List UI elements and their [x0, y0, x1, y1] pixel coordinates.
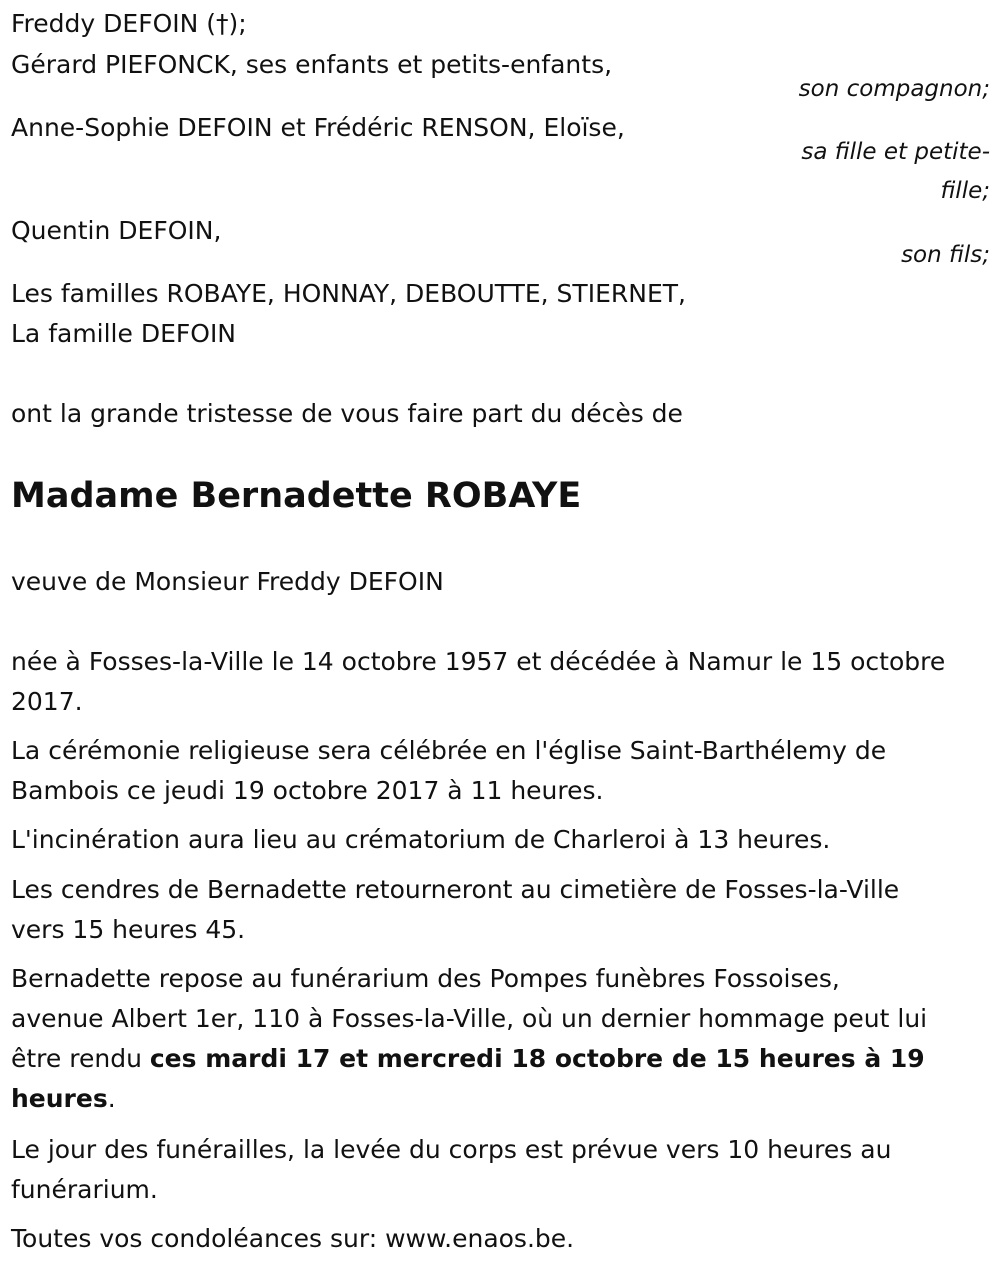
ashes-paragraph — [11, 870, 991, 950]
funeral-day-line2: funérarium. — [11, 1175, 158, 1204]
funerarium-line2: avenue Albert 1er, 110 à Fosses-la-Ville, où un dernier hommage peut lui — [11, 1004, 928, 1033]
visiting-hours-bold-end: heures — [11, 1084, 108, 1113]
funerarium-line3-prefix: être rendu — [11, 1044, 150, 1073]
visiting-hours-bold: ces mardi 17 et mercredi 18 octobre de 15 heures à 19 — [149, 1044, 925, 1073]
funeral-day-line1: Le jour des funérailles, la levée du corps est prévue vers 10 heures au — [11, 1135, 892, 1164]
funerarium-line4 — [11, 1079, 991, 1119]
announcement-text: ont la grande tristesse de vous faire part du décès de — [11, 399, 683, 428]
relation-son: son fils; — [901, 242, 990, 268]
family-line-families: Les familles ROBAYE, HONNAY, DEBOUTTE, STIERNET, — [11, 279, 686, 308]
condolences-text: Toutes vos condoléances sur: www.enaos.be. — [11, 1224, 575, 1253]
funerarium-line4-suffix: . — [107, 1084, 116, 1113]
family-line-quentin: Quentin DEFOIN, — [11, 216, 222, 245]
deceased-name: Madame Bernadette ROBAYE — [11, 476, 582, 516]
ceremony-line1: La cérémonie religieuse sera célébrée en l'église Saint-Barthélemy de — [11, 736, 887, 765]
birth-death-paragraph — [11, 642, 991, 722]
family-line-freddy: Freddy DEFOIN (†); — [11, 9, 247, 38]
family-line-gerard: Gérard PIEFONCK, ses enfants et petits-enfants, — [11, 50, 613, 79]
widow-of-text: veuve de Monsieur Freddy DEFOIN — [11, 567, 444, 596]
family-line-anne-sophie: Anne-Sophie DEFOIN et Frédéric RENSON, Eloïse, — [11, 113, 625, 142]
ceremony-line2: Bambois ce jeudi 19 octobre 2017 à 11 heures. — [11, 776, 604, 805]
relation-daughter-line2: fille; — [940, 178, 990, 204]
family-line-defoin: La famille DEFOIN — [11, 319, 237, 348]
ceremony-paragraph — [11, 731, 991, 811]
funerarium-line3 — [11, 1039, 991, 1079]
relation-daughter-line1: sa fille et petite- — [801, 139, 990, 165]
funerarium-line1: Bernadette repose au funérarium des Pompes funèbres Fossoises, — [11, 964, 840, 993]
birth-death-line2: 2017. — [11, 687, 83, 716]
cremation-text: L'incinération aura lieu au crématorium de Charleroi à 13 heures. — [11, 825, 831, 854]
ashes-line1: Les cendres de Bernadette retourneront au cimetière de Fosses-la-Ville — [11, 875, 900, 904]
funeral-day-paragraph — [11, 1130, 991, 1210]
relation-companion: son compagnon; — [798, 76, 990, 102]
birth-death-line1: née à Fosses-la-Ville le 14 octobre 1957 et décédée à Namur le 15 octobre — [11, 647, 946, 676]
ashes-line2: vers 15 heures 45. — [11, 915, 246, 944]
funerarium-paragraph — [11, 959, 991, 1119]
